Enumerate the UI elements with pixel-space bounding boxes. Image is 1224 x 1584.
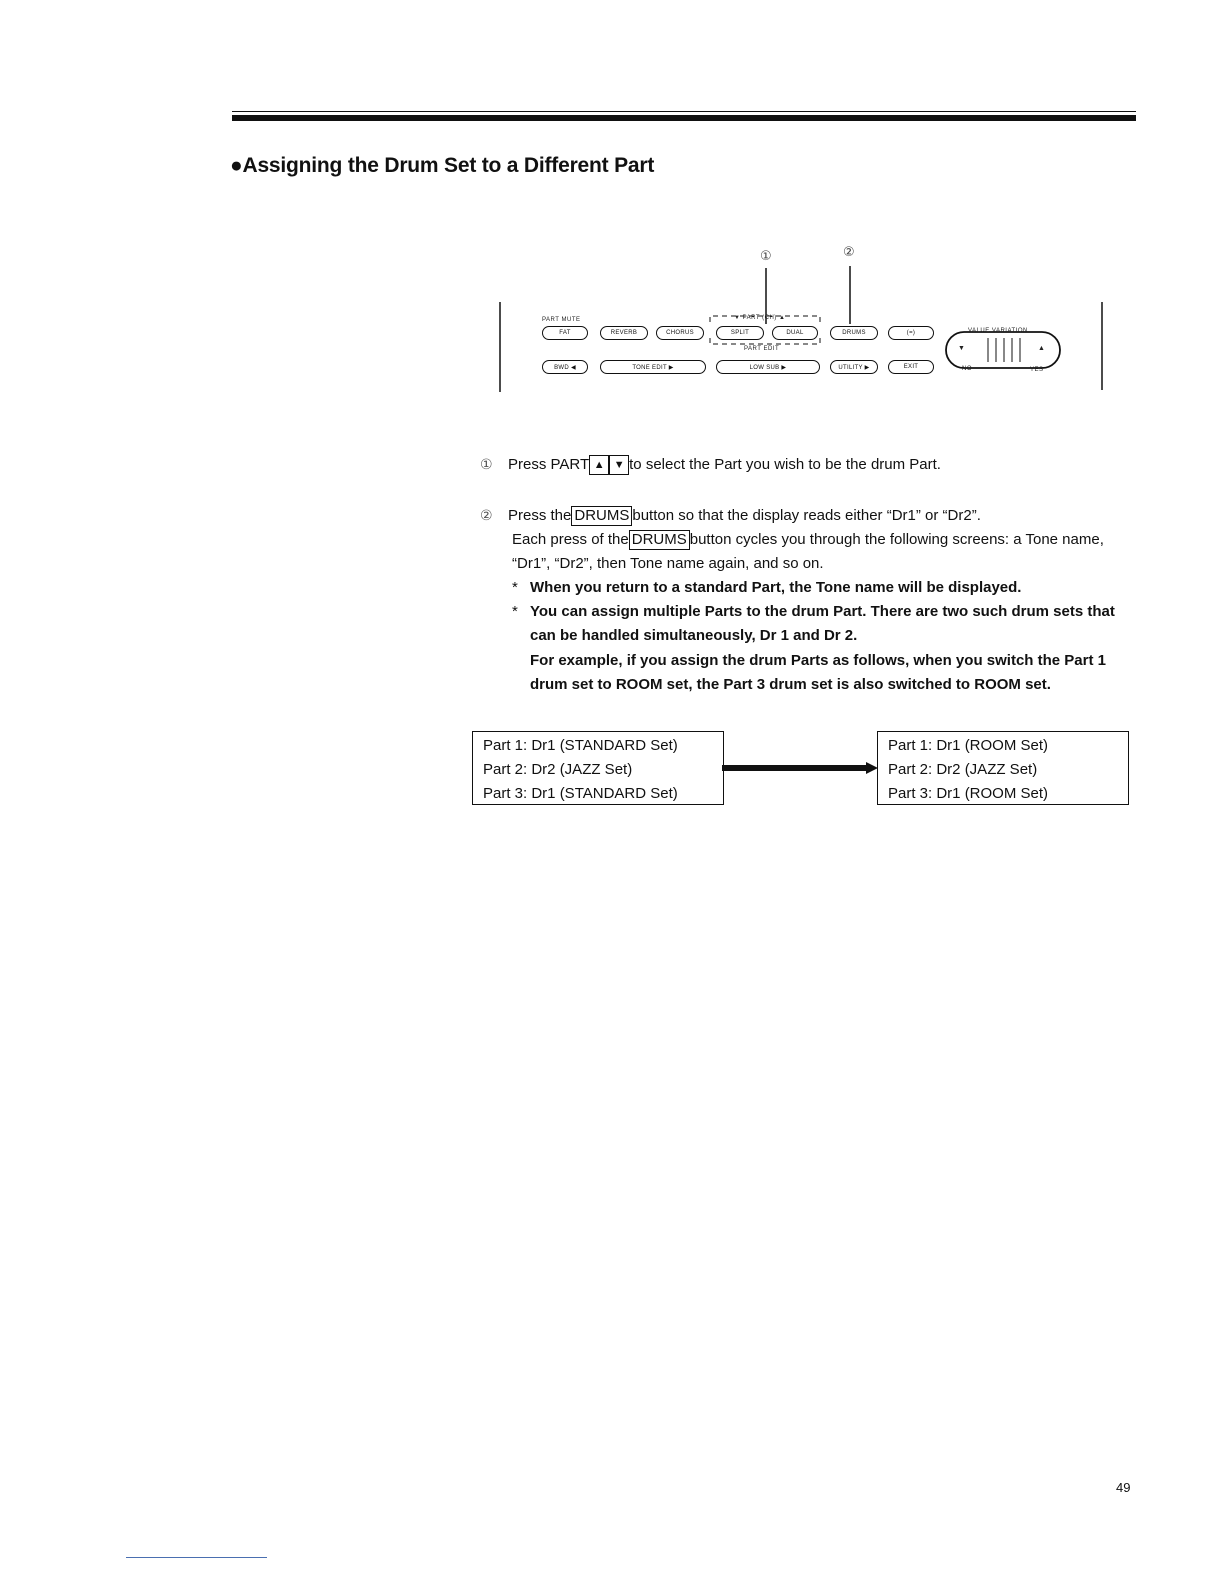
header-rule-thin: [232, 111, 1136, 112]
part-mute-label: PART MUTE: [542, 317, 581, 323]
part-edit-label: PART EDIT: [744, 346, 780, 352]
arrow-right-icon: [722, 762, 878, 774]
value-variation-label: VALUE VARIATION: [968, 328, 1028, 334]
callout-2: ②: [843, 244, 855, 259]
callout-1: ①: [760, 248, 772, 263]
panel-lines: [490, 240, 1110, 400]
bwd-button[interactable]: BWD ◀: [542, 360, 588, 374]
step-1-text-after: to select the Part you wish to be the drum Part.: [629, 456, 941, 473]
value-up-icon[interactable]: ▲: [1038, 345, 1046, 352]
note-2-line-4: drum set to ROOM set, the Part 3 drum set is also switched to ROOM set.: [530, 676, 1051, 693]
step-2-text-before: Press the: [508, 507, 572, 524]
drums-key-label: DRUMS: [571, 506, 632, 526]
part-ch-label: ▼ PART (CH) ▲: [734, 315, 786, 321]
page-number: 49: [1116, 1480, 1131, 1495]
after-part-1: Part 1: Dr1 (ROOM Set): [888, 737, 1049, 754]
low-sub-button[interactable]: LOW SUB ▶: [716, 360, 820, 374]
chorus-button[interactable]: CHORUS: [656, 326, 704, 340]
note-2-line-3: For example, if you assign the drum Parts as follows, when you switch the Part 1: [530, 652, 1106, 669]
before-part-3: Part 3: Dr1 (STANDARD Set): [483, 785, 678, 802]
note-2-text: You can assign multiple Parts to the drum Part. There are two such drum sets that: [530, 603, 1115, 620]
note-1-star: *: [512, 579, 518, 596]
note-2-line-2: can be handled simultaneously, Dr 1 and Dr 2.: [530, 627, 858, 644]
footer-rule: [126, 1557, 267, 1558]
note-1-text: When you return to a standard Part, the Tone name will be displayed.: [530, 579, 1022, 596]
step-1: [480, 452, 941, 477]
step-2-line-2: [512, 528, 1104, 552]
after-part-2: Part 2: Dr2 (JAZZ Set): [888, 761, 1038, 778]
step-1-text-before: Press PART: [508, 456, 590, 473]
before-assignment-box: [472, 731, 724, 805]
step-2: [480, 503, 981, 528]
yes-label: YES: [1030, 367, 1044, 373]
dual-button[interactable]: DUAL: [772, 326, 818, 340]
after-assignment-box: [877, 731, 1129, 805]
drums-key-label-2: DRUMS: [629, 530, 690, 550]
reverb-button[interactable]: REVERB: [600, 326, 648, 340]
exit-button[interactable]: EXIT: [888, 360, 934, 374]
before-part-1: Part 1: Dr1 (STANDARD Set): [483, 737, 678, 754]
part-down-icon: ▼: [609, 455, 629, 475]
note-2-star: *: [512, 603, 518, 620]
section-heading: ●Assigning the Drum Set to a Different Part: [230, 154, 655, 177]
step-2-line2-after: button cycles you through the following screens: a Tone name,: [689, 531, 1104, 548]
fat-button[interactable]: FAT: [542, 326, 588, 340]
value-down-icon[interactable]: ▼: [958, 345, 966, 352]
step-2-line-3: “Dr1”, “Dr2”, then Tone name again, and so on.: [512, 555, 824, 572]
header-rule: [232, 115, 1136, 121]
split-button[interactable]: SPLIT: [716, 326, 764, 340]
step-2-number: ②: [480, 507, 493, 523]
step-2-line2-before: Each press of the: [512, 531, 629, 548]
mute-toggle-button[interactable]: (=): [888, 326, 934, 340]
note-1: [512, 576, 1021, 600]
after-part-3: Part 3: Dr1 (ROOM Set): [888, 785, 1049, 802]
utility-button[interactable]: UTILITY ▶: [830, 360, 878, 374]
before-part-2: Part 2: Dr2 (JAZZ Set): [483, 761, 633, 778]
step-2-text-after: button so that the display reads either “Dr1” or “Dr2”.: [632, 507, 981, 524]
front-panel-diagram: [490, 240, 1110, 400]
drums-button[interactable]: DRUMS: [830, 326, 878, 340]
tone-edit-button[interactable]: TONE EDIT ▶: [600, 360, 706, 374]
note-2: [512, 600, 1115, 624]
step-1-number: ①: [480, 456, 493, 472]
no-label: NO: [962, 366, 972, 372]
part-up-icon: ▲: [589, 455, 609, 475]
